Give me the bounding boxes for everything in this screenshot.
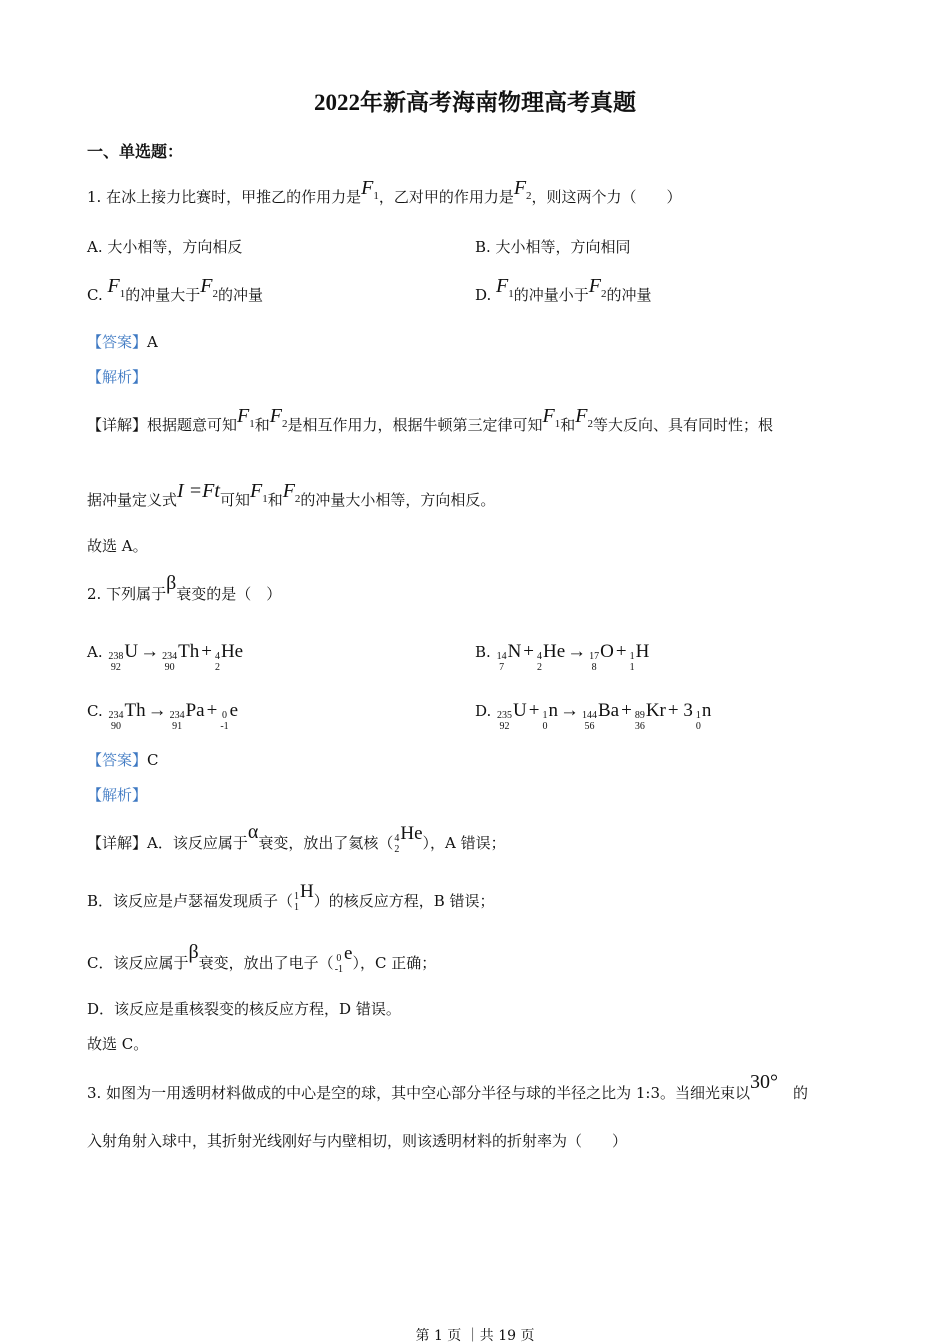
atomic-number: 0 [542,721,548,732]
subscript: 2 [212,288,218,300]
element-symbol: U [124,641,139,662]
element-symbol: n [548,700,558,721]
text: ），A 错误； [422,834,506,852]
subscript: 2 [294,493,301,505]
q2-d1-line [87,821,506,864]
subscript: 1 [262,493,268,505]
text: 的冲量 [217,286,263,304]
q1-stem-line [87,177,682,214]
operator: + [615,641,627,662]
text: 的冲量小于 [513,286,589,304]
nuclide [695,701,712,732]
nuclide-numbers [497,710,512,732]
q1-A-line [87,237,242,257]
nuclide [293,882,314,913]
nuclide [581,701,619,732]
nuclide [214,642,243,673]
nuclide [169,701,205,732]
nuclide-numbers [108,651,123,673]
element-symbol: Th [178,641,200,662]
nuclide [496,701,527,732]
operator: + 3 [667,700,693,721]
atomic-number: 92 [499,721,510,732]
atomic-number: 1 [629,662,635,673]
nuclide-numbers [394,833,399,855]
mass-number: 0 [336,953,342,964]
math-variable: $F_1$ [542,405,561,430]
mass-number: 234 [162,651,178,662]
atomic-number: 7 [499,662,505,673]
q1-D-line [475,275,652,312]
nuclide [334,944,353,975]
symbol: 30° [750,1071,778,1093]
label-tag: 【解析】 [87,786,148,804]
text: 3. 如图为一用透明材料做成的中心是空的球，其中空心部分半径与球的半径之比为 1:3。当细光束以 [87,1084,750,1102]
text: D. [475,702,497,720]
mass-number: 234 [108,710,124,721]
text: A [147,333,158,351]
text: 的冲量大于 [125,286,201,304]
q1-B-line [475,237,631,257]
q1-answer-line [87,332,158,352]
subscript: 2 [587,418,593,430]
nuclide [541,701,558,732]
operator: + [206,700,218,721]
q1-C-line [87,275,263,312]
nuclide [161,642,199,673]
mass-number: 4 [214,651,220,662]
q1-conclusion-line [87,536,148,556]
text: B. 大小相等，方向相同 [475,238,631,256]
element-symbol: n [701,700,712,721]
text: ）的核反应方程，B 错误； [313,892,495,910]
mass-number: 235 [497,710,513,721]
label-tag: 【答案】 [87,333,148,351]
atomic-number: 2 [214,662,220,673]
mass-number: 0 [221,710,227,721]
symbol: β [188,941,199,963]
mass-number: 234 [169,710,185,721]
operator: + [201,641,212,662]
nuclide-numbers [215,651,220,673]
math-variable: $F_1$ [107,275,126,300]
text: 的冲量 [606,286,652,304]
mass-number: 1 [294,891,300,902]
subscript: 1 [249,418,255,430]
text: ，乙对甲的作用力是 [378,188,514,206]
text: C．该反应属于 [87,954,189,972]
atomic-number: 1 [294,902,300,913]
subscript: 1 [508,288,514,300]
q2-analysis-line [87,785,147,805]
text: 和 [267,491,283,509]
subscript: 1 [373,190,379,202]
label-tag: 【答案】 [87,751,148,769]
q2-d4-line [87,999,401,1019]
subscript: 2 [281,418,288,430]
math-variable: $F_2$ [282,480,301,505]
mass-number: 238 [108,651,124,662]
mass-number: 1 [542,710,548,721]
math-variable: $F_1$ [237,405,255,430]
text: 故选 C。 [87,1035,149,1053]
mass-number: 1 [695,710,701,721]
nuclide-numbers [542,710,547,732]
subscript: 2 [600,288,607,300]
text: A. 大小相等，方向相反 [87,238,243,256]
atomic-number: -1 [334,964,344,975]
atomic-number: 56 [584,721,595,732]
math-variable: I =Ft [177,480,220,502]
subscript: 1 [554,418,561,430]
math-variable: $F_1$ [361,177,379,202]
text: 【详解】根据题意可知 [87,416,238,434]
element-symbol: H [635,641,650,662]
element-symbol: Th [124,700,146,721]
nuclide-numbers [582,710,597,732]
q2-d3-line [87,941,437,984]
nuclide [588,642,614,673]
q3-line1-line [87,1071,809,1103]
nuclide-numbers [220,710,228,732]
text: 故选 A。 [87,537,148,555]
text: ，则这两个力（ ） [531,188,682,206]
operator: + [528,700,540,721]
text: B．该反应是卢瑟福发现质子（ [87,892,294,910]
text: D. [475,286,497,304]
nuclide [393,824,422,855]
nuclide-numbers [170,710,185,732]
text: 和 [560,416,576,434]
q2-answer-line [87,750,159,770]
text: 衰变，放出了电子（ [198,954,334,972]
text: 1. 在冰上接力比赛时，甲推乙的作用力是 [87,188,362,206]
atomic-number: 90 [164,662,175,673]
element-symbol: e [344,943,353,964]
element-symbol: He [400,823,423,844]
text: 的 [778,1084,809,1102]
element-symbol: Kr [645,700,666,721]
text: 是相互作用力，根据牛顿第三定律可知 [287,416,543,434]
element-symbol: H [300,881,314,902]
subscript: 2 [526,190,532,202]
nuclide-numbers [696,710,701,732]
text: 衰变，放出了氦核（ [258,834,394,852]
nuclide [496,642,522,673]
text: 的冲量大小相等，方向相反。 [300,491,496,509]
operator: → [147,700,167,721]
element-symbol: He [220,641,244,662]
mass-number: 4 [537,651,543,662]
q1-analysis-line [87,367,147,387]
nuclide-numbers [537,651,542,673]
subscript: 1 [119,288,126,300]
q2-d2-line [87,881,495,922]
atomic-number: 0 [695,721,701,732]
element-symbol: Pa [185,700,205,721]
element-symbol: e [229,700,239,721]
element-symbol: O [600,641,614,662]
atomic-number: 8 [591,662,597,673]
q2-conclusion-line [87,1034,148,1054]
q2-stem-line [87,572,282,604]
text: 衰变的是（ ） [176,585,282,603]
q1-detail2-line [87,480,496,517]
text: C. [87,702,108,720]
label-tag: 【解析】 [87,368,148,386]
mass-number: 144 [581,710,597,721]
atomic-number: 90 [110,721,121,732]
nuclide-numbers [589,651,599,673]
math-variable: $F_2$ [575,405,593,430]
q2-C-line [87,701,238,732]
atomic-number: -1 [220,721,229,732]
operator: + [523,641,535,662]
atomic-number: 92 [110,662,121,673]
text: C. [87,286,108,304]
math-variable: $F_1$ [496,275,514,300]
mass-number: 89 [634,710,645,721]
text: 2. 下列属于 [87,585,167,603]
q2-B-line [475,642,649,673]
math-variable: $F_2$ [200,275,218,300]
nuclide-numbers [630,651,635,673]
nuclide [536,642,565,673]
nuclide-numbers [635,710,645,732]
q3-line2-line [87,1131,627,1151]
math-variable: $F_2$ [269,405,288,430]
text: ），C 正确； [352,954,437,972]
text: A. [87,643,108,661]
nuclide-numbers [294,891,299,913]
q2-D-line [475,701,711,732]
text: 入射角射入球中，其折射光线刚好与内壁相切，则该透明材料的折射率为（ ） [87,1132,628,1150]
section-heading: 一、单选题： [87,142,184,161]
operator: → [567,641,587,662]
mass-number: 1 [629,651,635,662]
text: 等大反向、具有同时性；根 [592,416,773,434]
page-footer: 第 1 页 ｜共 19 页 [415,1328,535,1344]
element-symbol: N [507,641,522,662]
math-variable: $F_1$ [249,480,268,505]
element-symbol: He [543,641,566,662]
text: 和 [254,416,270,434]
symbol: β [166,572,177,594]
nuclide-numbers [335,953,343,975]
text: 【详解】A．该反应属于 [87,834,248,852]
text: D．该反应是重核裂变的核反应方程，D 错误。 [87,1000,401,1018]
atomic-number: 2 [537,662,543,673]
element-symbol: Ba [597,700,620,721]
text: 据冲量定义式 [87,491,178,509]
nuclide [107,642,138,673]
nuclide-numbers [108,710,123,732]
nuclide [107,701,145,732]
element-symbol: U [513,700,527,721]
mass-number: 17 [589,651,600,662]
symbol: α [247,821,259,843]
atomic-number: 36 [634,721,645,732]
nuclide [219,701,238,732]
text: B. [475,643,496,661]
q1-detail1-line [87,405,773,442]
operator: → [559,700,579,721]
text: 可知 [219,491,250,509]
nuclide [629,642,650,673]
document-title: 2022年新高考海南物理高考真题 [314,90,636,115]
q2-A-line [87,642,243,673]
text: C [147,751,159,769]
atomic-number: 91 [172,721,183,732]
mass-number: 14 [496,651,507,662]
nuclide-numbers [162,651,177,673]
operator: + [621,700,632,721]
nuclide [634,701,666,732]
nuclide-numbers [497,651,507,673]
math-variable: $F_2$ [588,275,607,300]
math-variable: $F_2$ [513,177,532,202]
mass-number: 4 [394,833,400,844]
atomic-number: 2 [394,844,400,855]
operator: → [140,641,160,662]
